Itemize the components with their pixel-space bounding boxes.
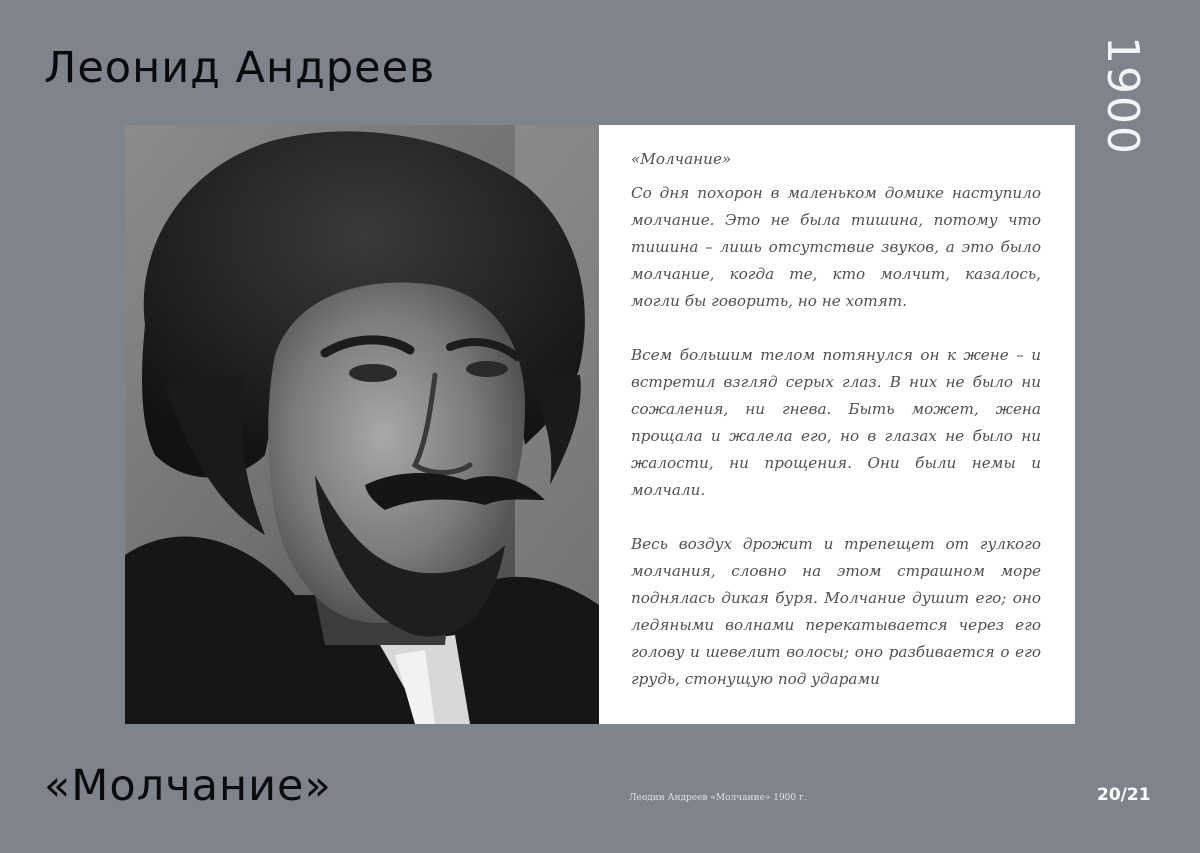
book-title: «Молчание»	[44, 761, 332, 811]
portrait-photo-icon	[125, 125, 599, 724]
content-card	[125, 125, 1075, 724]
excerpt-heading: «Молчание»	[631, 150, 732, 168]
excerpt-panel	[631, 143, 1041, 720]
excerpt-paragraph-1: Со дня похорон в маленьком домике наступило молчание. Это не была тишина, потому что тишина – лишь отсутствие звуков, а это было молчание, когда те, кто молчит, казалось, могли бы говорить, но не хотят.	[631, 184, 1041, 310]
author-title: Леонид Андреев	[44, 43, 436, 93]
year-label: 1900	[1097, 36, 1148, 156]
photo-caption: Леодин Андреев «Молчание» 1900 г.	[629, 793, 807, 803]
page-number: 20/21	[1097, 785, 1151, 805]
author-portrait	[125, 125, 599, 724]
excerpt-paragraph-2: Всем большим телом потянулся он к жене – и встретил взгляд серых глаз. В них не было ни сожаления, ни гнева. Быть может, жена прощала и жалела его, но в глазах не было ни жалости, ни прощения. Они были немы и молчали.	[631, 346, 1041, 499]
excerpt-paragraph-3: Весь воздух дрожит и трепещет от гулкого молчания, словно на этом страшном море поднялась дикая буря. Молчание душит его; оно ледяными волнами перекатывается через его голову и шевелит волосы; оно разбивается о его грудь, стонущую под ударами	[631, 535, 1041, 688]
